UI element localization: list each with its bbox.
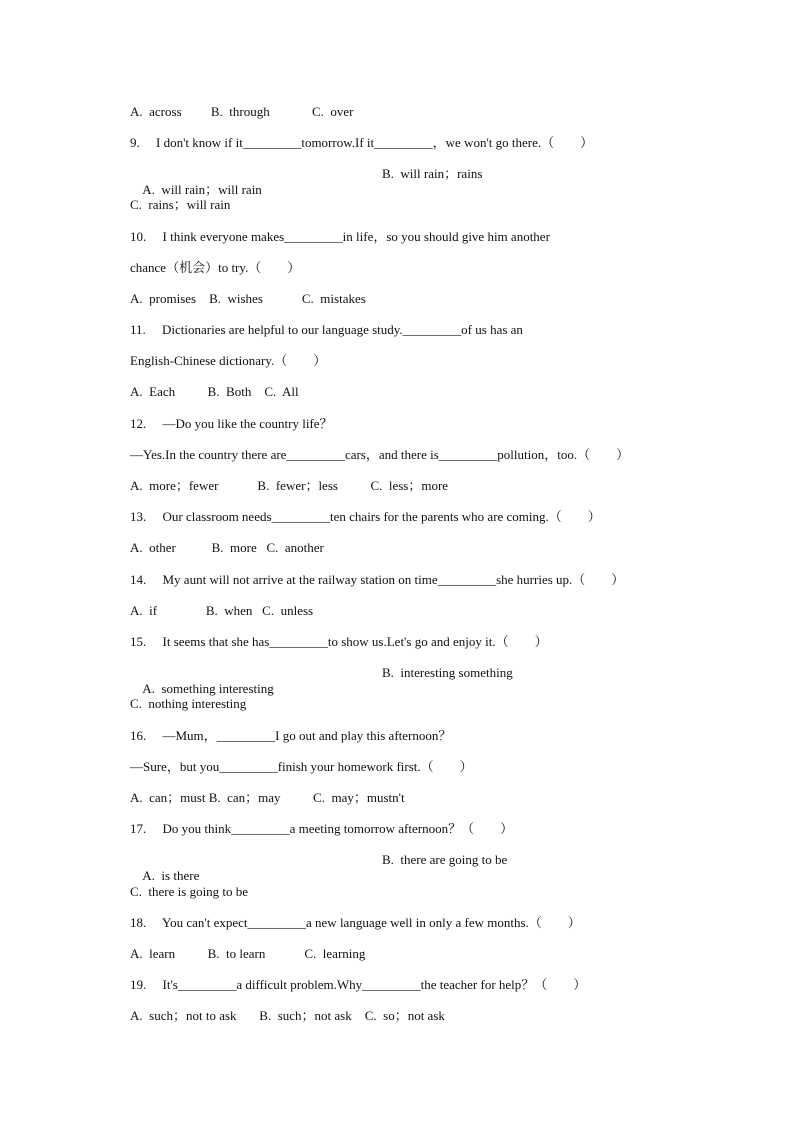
q11-stem-line1: 11. Dictionaries are helpful to our language study._________of us has an [130, 322, 523, 337]
q19-stem: 19. It's_________a difficult problem.Why_________the teacher for help？（ ） [130, 977, 587, 992]
q9-option-b: B. will rain；rains [382, 166, 483, 181]
q10-options: A. promises B. wishes C. mistakes [130, 291, 366, 306]
q15-stem: 15. It seems that she has_________to show us.Let's go and enjoy it.（ ） [130, 634, 548, 649]
q16-options: A. can；must B. can；may C. may；mustn't [130, 790, 405, 805]
q9-option-c: C. rains；will rain [130, 197, 231, 212]
q15-option-b: B. interesting something [382, 665, 513, 680]
q12-stem-line1: 12. —Do you like the country life？ [130, 416, 333, 431]
q12-stem-line2: —Yes.In the country there are_________cars，and there is_________pollution，too.（ ） [130, 447, 630, 462]
q17-option-c: C. there is going to be [130, 884, 249, 899]
q10-stem-line2: chance（机会）to try.（ ） [130, 260, 301, 275]
q9-stem: 9. I don't know if it_________tomorrow.If it_________，we won't go there.（ ） [130, 135, 594, 150]
q13-stem: 13. Our classroom needs_________ten chairs for the parents who are coming.（ ） [130, 509, 601, 524]
q14-options: A. if B. when C. unless [130, 603, 314, 618]
q16-stem-line2: —Sure，but you_________finish your homework first.（ ） [130, 759, 473, 774]
q18-stem: 18. You can't expect_________a new language well in only a few months.（ ） [130, 915, 581, 930]
q8-options: A. across B. through C. over [130, 104, 354, 119]
q17-option-a: A. is there [142, 868, 200, 883]
q15-option-a: A. something interesting [142, 681, 274, 696]
q17-stem: 17. Do you think_________a meeting tomorrow afternoon？（ ） [130, 821, 514, 836]
q11-options: A. Each B. Both C. All [130, 384, 299, 399]
q9-option-a: A. will rain；will rain [142, 182, 262, 197]
q18-options: A. learn B. to learn C. learning [130, 946, 366, 961]
q10-stem-line1: 10. I think everyone makes_________in life，so you should give him another [130, 229, 550, 244]
q16-stem-line1: 16. —Mum，_________I go out and play this afternoon？ [130, 728, 452, 743]
q14-stem: 14. My aunt will not arrive at the railway station on time_________she hurries up.（ ） [130, 572, 625, 587]
q15-option-c: C. nothing interesting [130, 696, 247, 711]
q19-options: A. such；not to ask B. such；not ask C. so；not ask [130, 1008, 445, 1023]
q11-stem-line2: English-Chinese dictionary.（ ） [130, 353, 327, 368]
q17-option-b: B. there are going to be [382, 852, 508, 867]
q12-options: A. more；fewer B. fewer；less C. less；more [130, 478, 449, 493]
q13-options: A. other B. more C. another [130, 540, 324, 555]
